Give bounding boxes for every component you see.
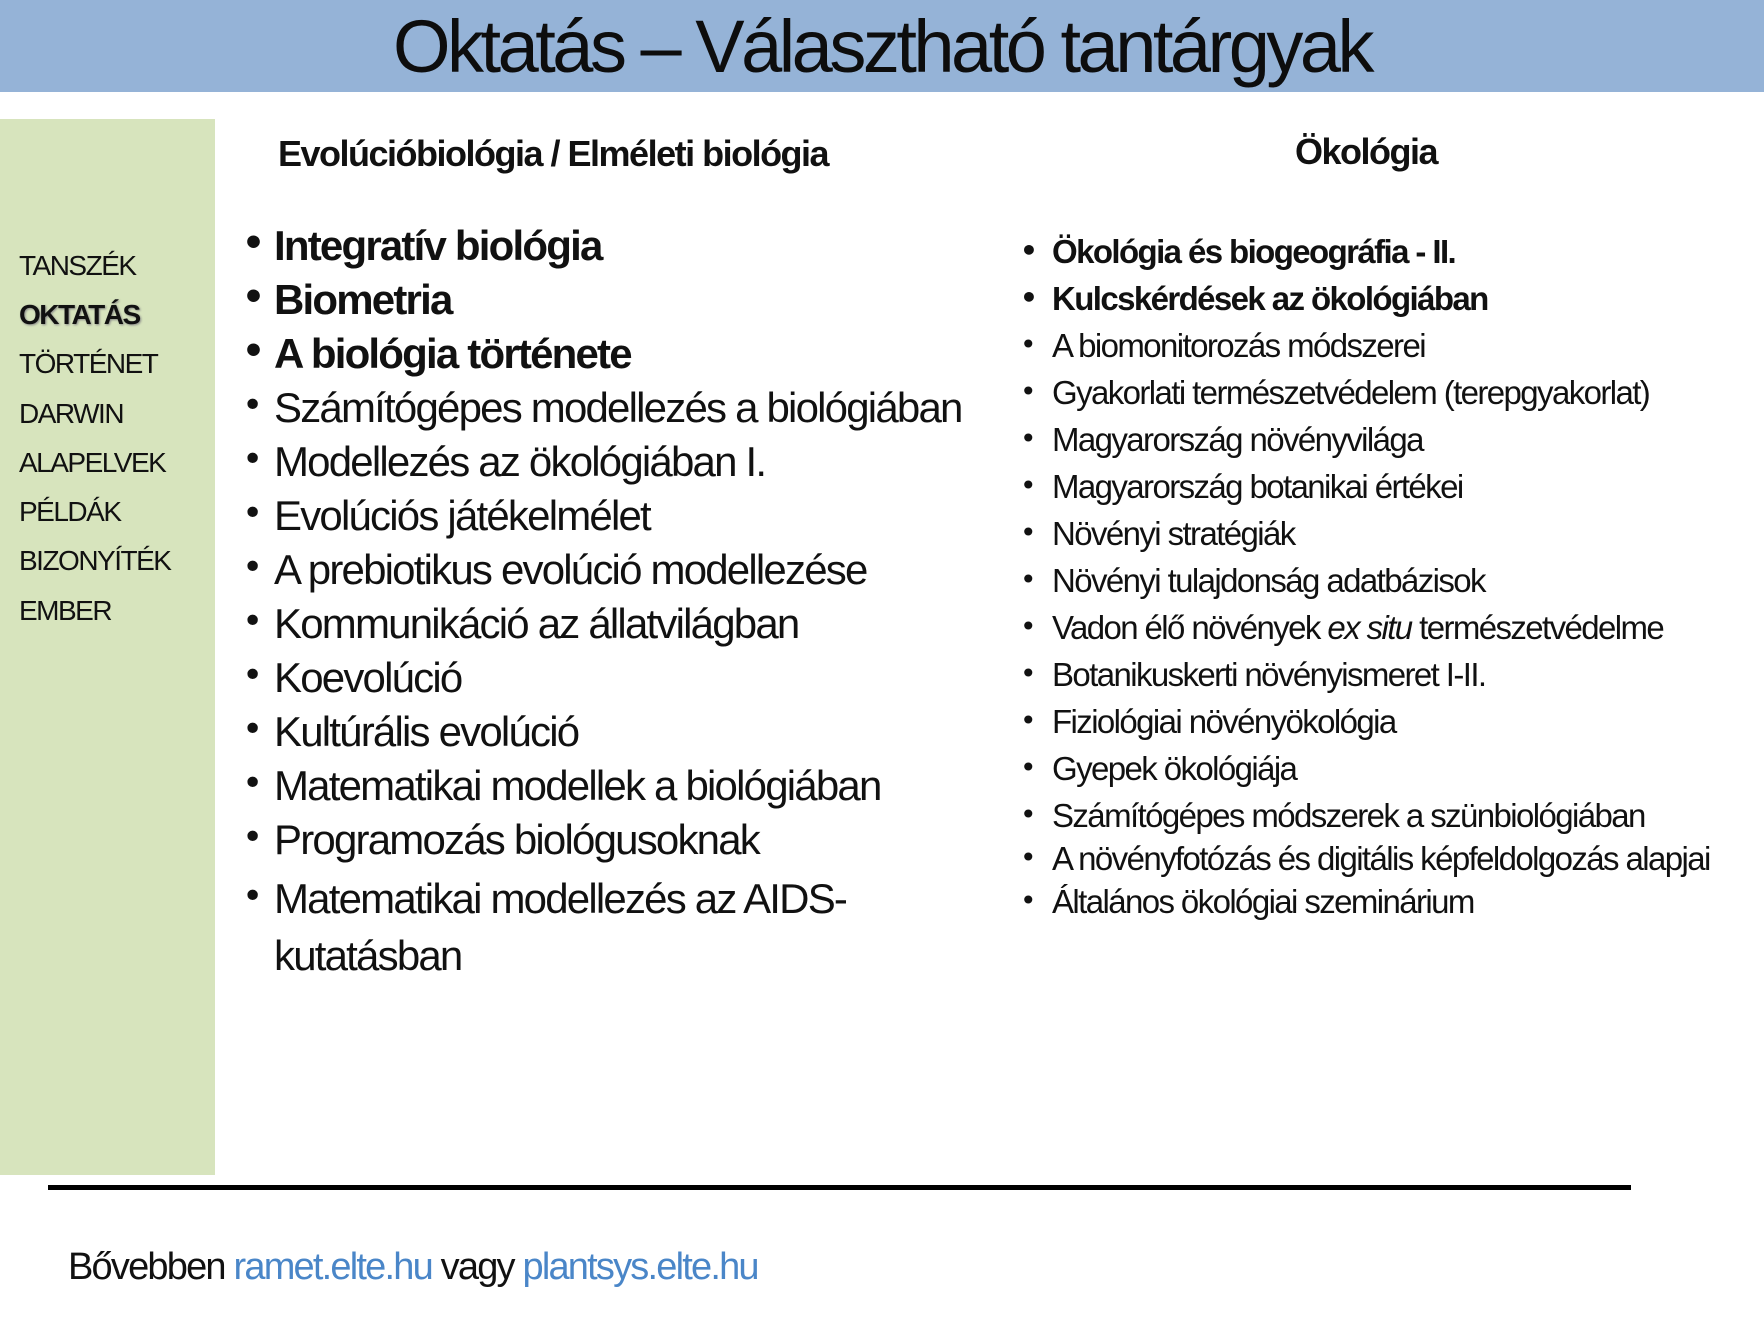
list-item: • Általános ökológiai szeminárium [1020, 878, 1755, 925]
footer-prefix: Bővebben [68, 1246, 234, 1288]
list-item: • Programozás biológusoknak [242, 816, 962, 863]
list-item: • Kulcskérdések az ökológiában [1020, 275, 1755, 322]
nav-item-bizonyitek[interactable]: BIZONYÍTÉK [19, 545, 171, 576]
list-item-text: Vadon élő növények [1052, 609, 1328, 646]
list-item: • Matematikai modellek a biológiában [242, 762, 962, 809]
footer-more-info [68, 1245, 758, 1289]
list-item-text: természetvédelme [1411, 609, 1664, 646]
list-item: • Számítógépes modellezés a biológiában [242, 384, 962, 431]
list-item: • Matematikai modellezés az AIDS-kutatásban [242, 870, 962, 984]
list-item: • Gyepek ökológiája [1020, 745, 1755, 792]
divider-line [48, 1185, 1631, 1190]
list-item: • Integratív biológia [242, 222, 962, 269]
list-item: • Számítógépes módszerek a szünbiológiában [1020, 792, 1755, 839]
nav-item-tortenet[interactable]: TÖRTÉNET [19, 348, 158, 379]
list-item: • Evolúciós játékelmélet [242, 492, 962, 539]
nav-item-darwin[interactable]: DARWIN [19, 398, 124, 429]
page-title: Oktatás – Választható tantárgyak [392, 5, 1372, 88]
list-item: • A biológia története [242, 330, 962, 377]
title-banner [0, 0, 1764, 92]
nav-item-oktatas[interactable]: OKTATÁS [19, 299, 140, 330]
list-item: • Koevolúció [242, 654, 962, 701]
list-item: • A biomonitorozás módszerei [1020, 322, 1755, 369]
list-item: • Kommunikáció az állatvilágban [242, 600, 962, 647]
list-item-ex-situ [1020, 604, 1755, 651]
list-item: • Kultúrális evolúció [242, 708, 962, 755]
list-item: • Gyakorlati természetvédelem (terepgyakorlat) [1020, 369, 1755, 416]
footer-middle: vagy [431, 1246, 523, 1288]
left-column-heading: Evolúcióbiológia / Elméleti biológia [278, 133, 829, 174]
right-course-list [1020, 228, 1755, 925]
right-column-heading: Ökológia [1295, 131, 1438, 172]
nav-item-peldak[interactable]: PÉLDÁK [19, 496, 121, 527]
link-plantsys[interactable]: plantsys.elte.hu [522, 1246, 758, 1288]
list-item-italic: ex situ [1327, 609, 1412, 646]
nav-item-tanszek[interactable]: TANSZÉK [19, 250, 136, 281]
nav-item-ember[interactable]: EMBER [19, 595, 112, 626]
nav-item-alapelvek[interactable]: ALAPELVEK [19, 447, 166, 478]
list-item: • Növényi stratégiák [1020, 510, 1755, 557]
link-ramet[interactable]: ramet.elte.hu [233, 1246, 432, 1288]
list-item: • Fiziológiai növényökológia [1020, 698, 1755, 745]
list-item: • Magyarország botanikai értékei [1020, 463, 1755, 510]
list-item: • A prebiotikus evolúció modellezése [242, 546, 962, 593]
list-item: • Ökológia és biogeográfia - II. [1020, 228, 1755, 275]
list-item: • A növényfotózás és digitális képfeldolgozás alapjai [1020, 839, 1755, 878]
list-item: • Biometria [242, 276, 962, 323]
list-item: • Botanikuskerti növényismeret I-II. [1020, 651, 1755, 698]
list-item: • Növényi tulajdonság adatbázisok [1020, 557, 1755, 604]
sidebar-nav [0, 119, 215, 1175]
left-course-list [242, 222, 962, 991]
list-item: • Magyarország növényvilága [1020, 416, 1755, 463]
list-item: • Modellezés az ökológiában I. [242, 438, 962, 485]
